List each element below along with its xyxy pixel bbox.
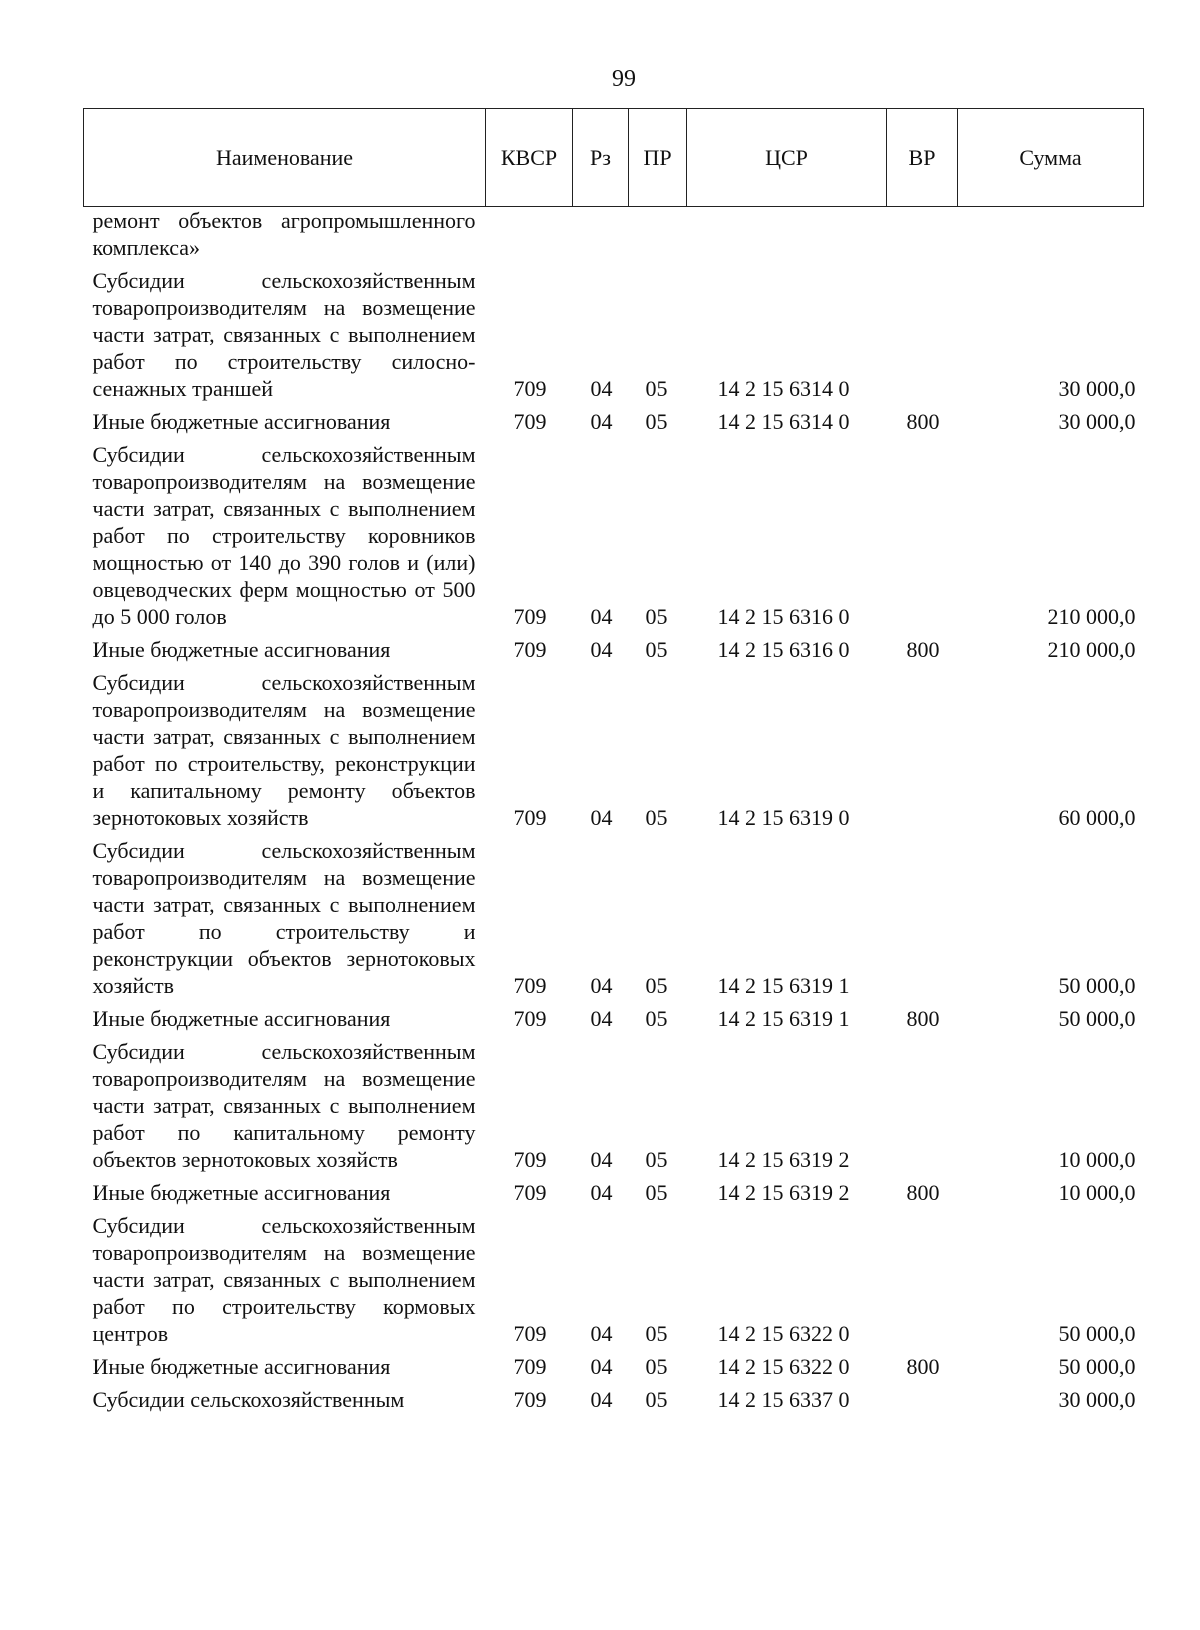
- table-row: [84, 435, 1144, 630]
- table-row: [84, 1380, 1144, 1413]
- page-number: 99: [612, 66, 636, 92]
- cell-csr: 14 2 15 6314 0: [717, 409, 850, 434]
- cell-kvsr: 709: [513, 1147, 547, 1172]
- cell-rz: 04: [590, 637, 613, 662]
- cell-vr: 800: [906, 1006, 940, 1031]
- table-row: [84, 402, 1144, 435]
- header-row: [84, 109, 1144, 207]
- cell-vr: [887, 1380, 958, 1413]
- cell-kvsr: 709: [513, 805, 547, 830]
- cell-name: Иные бюджетные ассигнования: [92, 1006, 391, 1031]
- cell-rz: 04: [590, 1387, 613, 1412]
- cell-csr: 14 2 15 6322 0: [717, 1321, 850, 1346]
- cell-name: Субсидии сельскохозяйственным товаропроизводителям на возмещение части затрат, связанных с выполнением работ по строительству кормовых центров: [92, 1213, 476, 1346]
- cell-rz: 04: [590, 376, 613, 401]
- header-sum: Сумма: [958, 109, 1144, 207]
- cell-name: Субсидии сельскохозяйственным товаропроизводителям на возмещение части затрат, связанных с выполнением работ по строительству и реконструкции объектов зернотоковых хозяйств: [92, 838, 476, 998]
- cell-rz: [573, 207, 629, 262]
- cell-name: ремонт объектов агропромышленного комплекса»: [92, 208, 476, 260]
- cell-sum: [958, 207, 1144, 262]
- cell-rz: 04: [590, 1321, 613, 1346]
- cell-rz: 04: [590, 409, 613, 434]
- cell-kvsr: 709: [513, 1387, 547, 1412]
- cell-rz: 04: [590, 604, 613, 629]
- table-row: [84, 1032, 1144, 1173]
- cell-sum: 30 000,0: [1058, 1387, 1136, 1412]
- cell-vr: [887, 261, 958, 402]
- cell-sum: 60 000,0: [1058, 805, 1136, 830]
- cell-csr: 14 2 15 6319 0: [717, 805, 850, 830]
- cell-pr: 05: [645, 409, 668, 434]
- cell-kvsr: 709: [513, 1006, 547, 1031]
- cell-pr: 05: [645, 1387, 668, 1412]
- cell-kvsr: 709: [513, 376, 547, 401]
- cell-sum: 50 000,0: [1058, 1321, 1136, 1346]
- header-csr: ЦСР: [687, 109, 887, 207]
- cell-rz: 04: [590, 1354, 613, 1379]
- table-row: [84, 831, 1144, 999]
- cell-rz: 04: [590, 805, 613, 830]
- cell-kvsr: 709: [513, 1321, 547, 1346]
- cell-sum: 50 000,0: [1058, 1006, 1136, 1031]
- cell-csr: 14 2 15 6316 0: [717, 604, 850, 629]
- cell-kvsr: [486, 207, 573, 262]
- cell-csr: 14 2 15 6319 2: [717, 1180, 850, 1205]
- cell-pr: 05: [645, 1006, 668, 1031]
- cell-sum: 10 000,0: [1058, 1180, 1136, 1205]
- cell-vr: [887, 435, 958, 630]
- table-header: [84, 109, 1144, 207]
- table-row: [84, 207, 1144, 262]
- cell-pr: 05: [645, 1321, 668, 1346]
- cell-kvsr: 709: [513, 973, 547, 998]
- cell-rz: 04: [590, 973, 613, 998]
- cell-name: Иные бюджетные ассигнования: [92, 1354, 391, 1379]
- header-rz: Рз: [573, 109, 629, 207]
- cell-sum: 50 000,0: [1058, 1354, 1136, 1379]
- cell-name: Иные бюджетные ассигнования: [92, 409, 391, 434]
- cell-csr: [687, 207, 887, 262]
- cell-vr: [887, 663, 958, 831]
- cell-sum: 50 000,0: [1058, 973, 1136, 998]
- cell-sum: 210 000,0: [1047, 637, 1136, 662]
- cell-csr: 14 2 15 6322 0: [717, 1354, 850, 1379]
- cell-pr: 05: [645, 604, 668, 629]
- cell-name: Субсидии сельскохозяйственным товаропроизводителям на возмещение части затрат, связанных с выполнением работ по строительству коровников мощностью от 140 до 390 голов и (или) овцеводческих ферм мощностью от 500 до 5 000 голов: [92, 442, 476, 629]
- cell-pr: 05: [645, 805, 668, 830]
- table-row: [84, 261, 1144, 402]
- cell-kvsr: 709: [513, 637, 547, 662]
- cell-rz: 04: [590, 1180, 613, 1205]
- cell-pr: 05: [645, 1354, 668, 1379]
- cell-rz: 04: [590, 1147, 613, 1172]
- cell-kvsr: 709: [513, 1354, 547, 1379]
- cell-csr: 14 2 15 6314 0: [717, 376, 850, 401]
- cell-pr: 05: [645, 973, 668, 998]
- table-row: [84, 999, 1144, 1032]
- cell-kvsr: 709: [513, 409, 547, 434]
- cell-vr: [887, 1032, 958, 1173]
- cell-csr: 14 2 15 6319 2: [717, 1147, 850, 1172]
- cell-vr: [887, 831, 958, 999]
- header-kvsr: КВСР: [486, 109, 573, 207]
- header-pr: ПР: [629, 109, 687, 207]
- budget-table: [83, 108, 1144, 1413]
- cell-name: Субсидии сельскохозяйственным: [92, 1387, 405, 1412]
- cell-sum: 210 000,0: [1047, 604, 1136, 629]
- cell-rz: 04: [590, 1006, 613, 1031]
- cell-vr: [887, 1206, 958, 1347]
- cell-name: Субсидии сельскохозяйственным товаропроизводителям на возмещение части затрат, связанных с выполнением работ по строительству, реконструкции и капитальному ремонту объектов зернотоковых хозяйств: [92, 670, 476, 830]
- cell-sum: 30 000,0: [1058, 409, 1136, 434]
- cell-vr: 800: [906, 637, 940, 662]
- cell-kvsr: 709: [513, 1180, 547, 1205]
- cell-vr: 800: [906, 409, 940, 434]
- cell-csr: 14 2 15 6316 0: [717, 637, 850, 662]
- cell-csr: 14 2 15 6319 1: [717, 973, 850, 998]
- cell-sum: 30 000,0: [1058, 376, 1136, 401]
- table-row: [84, 1347, 1144, 1380]
- cell-vr: 800: [906, 1180, 940, 1205]
- cell-sum: 10 000,0: [1058, 1147, 1136, 1172]
- cell-name: Иные бюджетные ассигнования: [92, 637, 391, 662]
- cell-pr: [629, 207, 687, 262]
- cell-pr: 05: [645, 1147, 668, 1172]
- cell-name: Иные бюджетные ассигнования: [92, 1180, 391, 1205]
- table-row: [84, 663, 1144, 831]
- header-name: Наименование: [84, 109, 486, 207]
- cell-name: Субсидии сельскохозяйственным товаропроизводителям на возмещение части затрат, связанных с выполнением работ по строительству силосно-сенажных траншей: [92, 268, 476, 401]
- table-row: [84, 630, 1144, 663]
- cell-kvsr: 709: [513, 604, 547, 629]
- cell-csr: 14 2 15 6337 0: [717, 1387, 850, 1412]
- cell-name: Субсидии сельскохозяйственным товаропроизводителям на возмещение части затрат, связанных с выполнением работ по капитальному ремонту объектов зернотоковых хозяйств: [92, 1039, 476, 1172]
- cell-pr: 05: [645, 637, 668, 662]
- cell-pr: 05: [645, 1180, 668, 1205]
- table-row: [84, 1206, 1144, 1347]
- cell-csr: 14 2 15 6319 1: [717, 1006, 850, 1031]
- cell-pr: 05: [645, 376, 668, 401]
- header-vr: ВР: [887, 109, 958, 207]
- table-body: [84, 207, 1144, 1414]
- table-row: [84, 1173, 1144, 1206]
- cell-vr: 800: [906, 1354, 940, 1379]
- cell-vr: [887, 207, 958, 262]
